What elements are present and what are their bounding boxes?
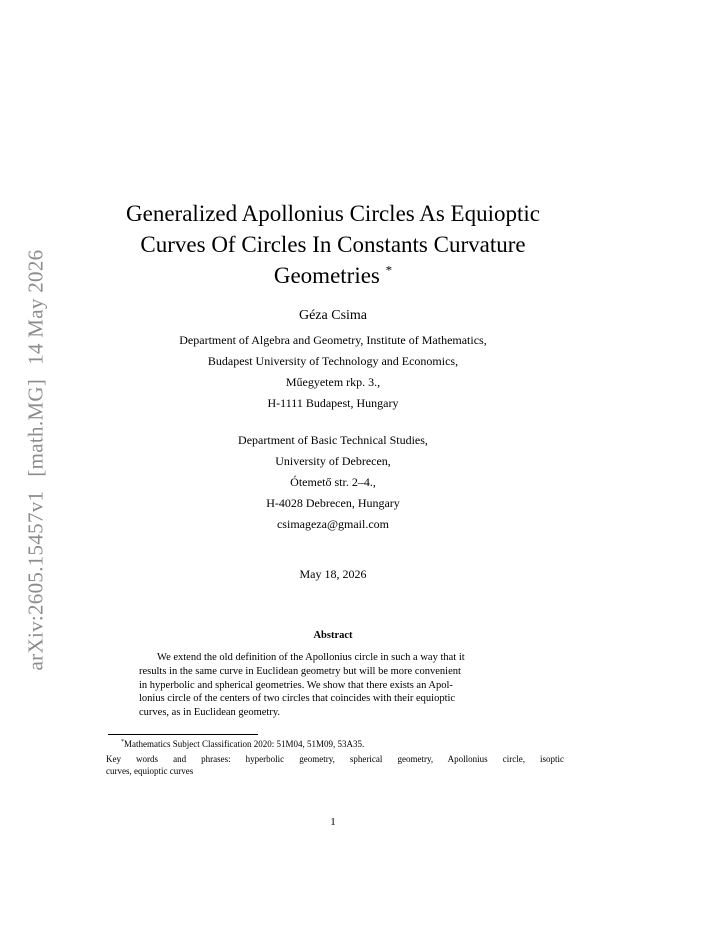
affiliation-2-line: Department of Basic Technical Studies, — [238, 433, 428, 447]
affiliation-2-line: Ótemető str. 2–4., — [290, 475, 376, 489]
abstract-line: results in the same curve in Euclidean geometry but will be more convenient — [139, 665, 461, 677]
title-line-1: Generalized Apollonius Circles As Equioptic — [126, 201, 540, 226]
page-number: 1 — [330, 816, 336, 828]
abstract-heading: Abstract — [313, 630, 353, 641]
affiliation-2-line: H-4028 Debrecen, Hungary — [266, 496, 400, 510]
affiliation-1-line: Department of Algebra and Geometry, Institute of Mathematics, — [179, 333, 487, 347]
footnote-msc-text: Mathematics Subject Classification 2020: 51M04, 51M09, 53A35. — [124, 739, 365, 749]
abstract-body — [139, 651, 528, 720]
author-email[interactable]: csimageza@gmail.com — [276, 517, 389, 531]
title-footnote-marker: * — [385, 262, 393, 278]
keywords-line-1: Key words and phrases: hyperbolic geometry, spherical geometry, Apollonius circle, isoptic — [106, 754, 564, 764]
paper-title — [0, 198, 666, 291]
arxiv-date: 14 May 2026 — [23, 249, 48, 365]
footnote-keywords — [106, 753, 564, 777]
affiliation-1-line: Budapest University of Technology and Economics, — [207, 354, 459, 368]
title-line-2: Curves Of Circles In Constants Curvature — [140, 232, 526, 257]
abstract-line: curves, as in Euclidean geometry. — [139, 707, 281, 719]
title-line-3-text: Geometries — [273, 263, 380, 288]
affiliation-1 — [0, 330, 666, 414]
abstract-line: We extend the old definition of the Apollonius circle in such a way that it — [157, 652, 465, 663]
author-name: Géza Csima — [298, 308, 368, 323]
paper-date: May 18, 2026 — [299, 567, 367, 581]
footnote-msc — [121, 739, 364, 749]
keywords-line-2: curves, equioptic curves — [106, 766, 194, 776]
arxiv-id: arXiv:2605.15457v1 — [23, 490, 48, 671]
title-line-3 — [0, 260, 666, 291]
abstract-line: lonius circle of the centers of two circles that coincides with their equioptic — [139, 693, 456, 705]
affiliation-1-line: H-1111 Budapest, Hungary — [267, 396, 399, 410]
footnote-rule — [108, 734, 258, 735]
affiliation-1-line: Műegyetem rkp. 3., — [285, 375, 381, 389]
footnote-marker: * — [121, 739, 124, 745]
abstract-line: in hyperbolic and spherical geometries. We show that there exists an Apol- — [139, 679, 453, 691]
affiliation-2 — [0, 430, 666, 535]
affiliation-2-line: University of Debrecen, — [275, 454, 391, 468]
arxiv-category: [math.MG] — [23, 378, 48, 477]
